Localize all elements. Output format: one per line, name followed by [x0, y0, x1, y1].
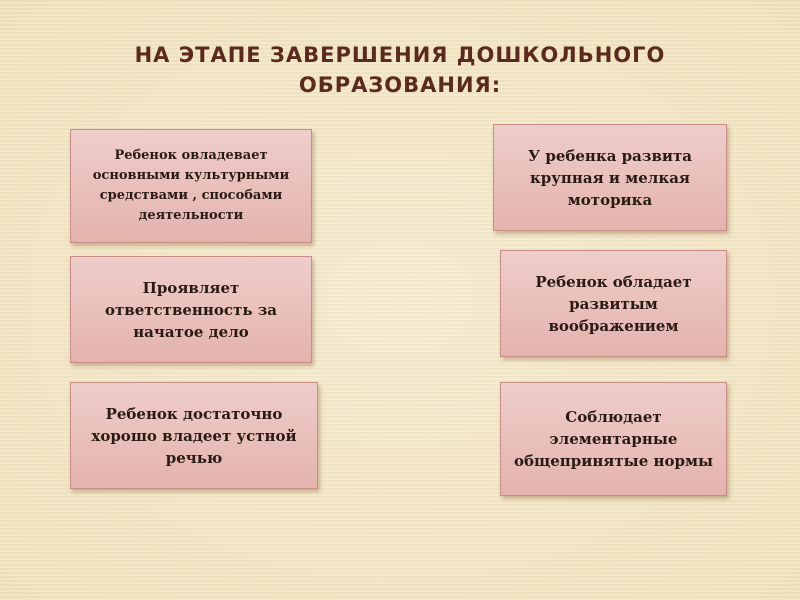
card-norms [500, 382, 727, 496]
card-text: Ребенок овладевает основными культурными средствами , способами деятельности [92, 148, 290, 223]
card-motor-skills [493, 124, 727, 231]
card-text: Проявляет ответственность за начатое дело [104, 278, 278, 341]
card-imagination [500, 250, 727, 357]
card-cultural-means [70, 129, 312, 243]
card-speech [70, 382, 318, 489]
slide-title-text: НА ЭТАПЕ ЗАВЕРШЕНИЯ ДОШКОЛЬНОГО ОБРАЗОВАНИЯ: [134, 43, 666, 97]
card-text: Соблюдает элементарные общепринятые нормы [513, 408, 714, 470]
slide-title [60, 40, 740, 100]
card-text: Ребенок обладает развитым воображением [535, 272, 692, 335]
card-text: Ребенок достаточно хорошо владеет устной речью [91, 404, 297, 467]
card-responsibility [70, 256, 312, 363]
card-text: У ребенка развита крупная и мелкая моторика [527, 146, 693, 209]
